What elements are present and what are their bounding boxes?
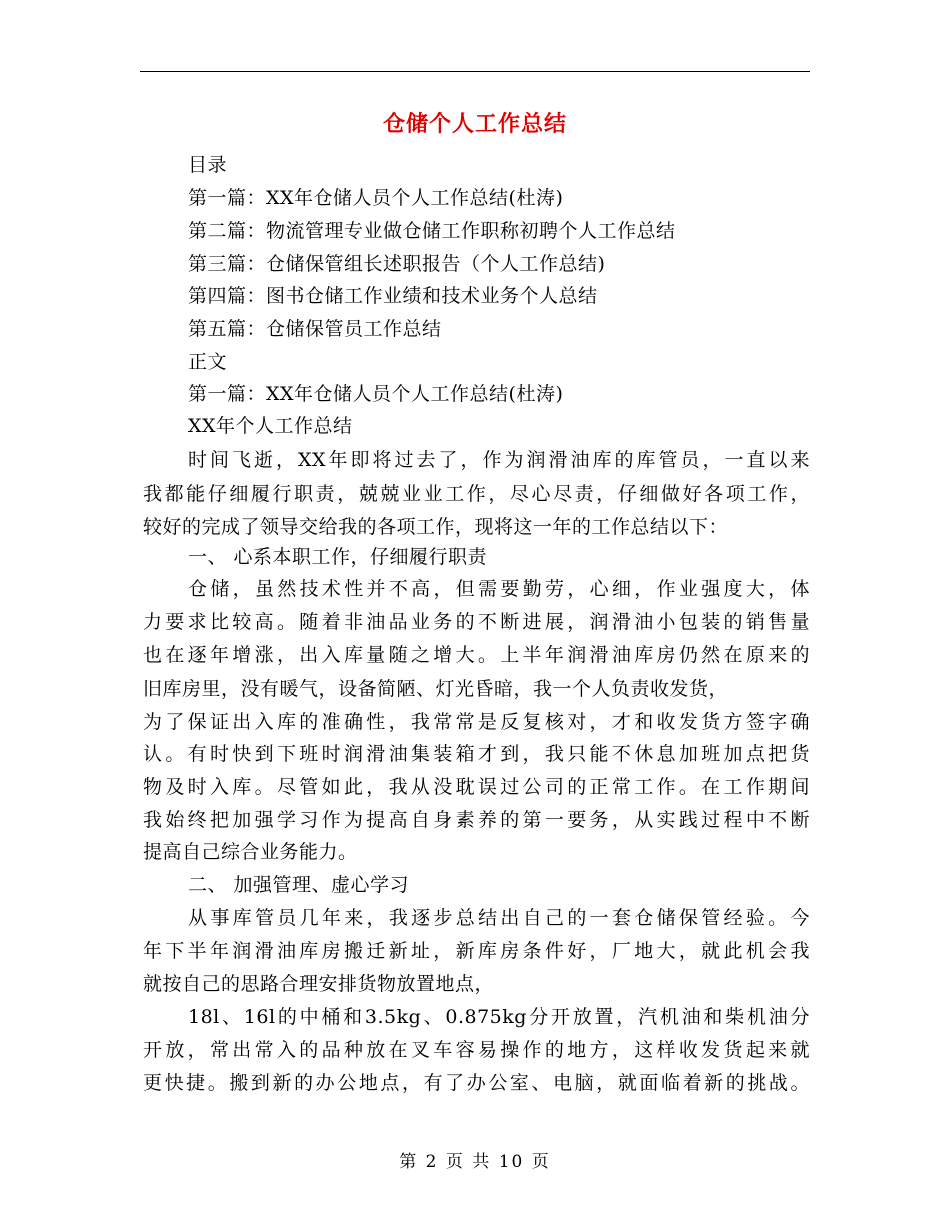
paragraph-line: 为了保证出入库的准确性，我常常是反复核对，才和收发货方签字确 [143,711,810,733]
paragraph-line: 也在逐年增涨，出入库量随之增大。上半年润滑油库房仍然在原来的 [143,644,810,666]
paragraph-line: 我都能仔细履行职责，兢兢业业工作，尽心尽责，仔细做好各项工作， [143,483,810,505]
toc-heading: 目录 [188,154,228,176]
paragraph-line: 认。有时快到下班时润滑油集装箱才到，我只能不休息加班加点把货 [143,743,810,765]
paragraph-line: 开放，常出常入的品种放在叉车容易操作的地方，这样收发货起来就 [143,1039,810,1061]
paragraph-line: 时间飞逝，XX年即将过去了，作为润滑油库的库管员，一直以来 [188,449,810,471]
header-rule [140,71,810,72]
section-heading: 二、 加强管理、虚心学习 [188,874,410,896]
toc-item: 第五篇：仓储保管员工作总结 [188,318,442,340]
toc-item: 第三篇：仓储保管组长述职报告（个人工作总结) [188,253,606,275]
paragraph-line: 更快捷。搬到新的办公地点，有了办公室、电脑，就面临着新的挑战。 [143,1072,810,1094]
page-number: 第 2 页 共 10 页 [399,1152,551,1172]
paragraph-line: 18l、16l的中桶和3.5kg、0.875kg分开放置，汽机油和柴机油分 [188,1006,810,1028]
paragraph-line: 就按自己的思路合理安排货物放置地点， [143,973,495,995]
section-heading: 一、 心系本职工作，仔细履行职责 [188,546,488,568]
toc-item: 第四篇：图书仓储工作业绩和技术业务个人总结 [188,285,598,307]
doc-subtitle: XX年个人工作总结 [188,415,353,437]
paragraph-line: 仓储，虽然技术性并不高，但需要勤劳，心细，作业强度大，体 [188,578,810,600]
paragraph-line: 我始终把加强学习作为提高自身素养的第一要务，从实践过程中不断 [143,809,810,831]
paragraph-line: 年下半年润滑油库房搬迁新址，新库房条件好，厂地大，就此机会我 [143,940,810,962]
toc-item: 第一篇：XX年仓储人员个人工作总结(杜涛) [188,187,564,209]
paragraph-line: 力要求比较高。随着非油品业务的不断进展，润滑油小包装的销售量 [143,611,810,633]
toc-item: 第二篇：物流管理专业做仓储工作职称初聘个人工作总结 [188,220,676,242]
paragraph-line: 旧库房里，没有暖气，设备简陋、灯光昏暗，我一个人负责收发货， [143,678,729,700]
paragraph-line: 较好的完成了领导交给我的各项工作，现将这一年的工作总结以下： [143,516,729,538]
paragraph-line: 物及时入库。尽管如此，我从没耽误过公司的正常工作。在工作期间 [143,776,810,798]
document-title: 仓储个人工作总结 [382,111,567,137]
paragraph-line: 提高自己综合业务能力。 [143,841,358,863]
body-heading: 正文 [188,351,228,373]
chapter-title: 第一篇：XX年仓储人员个人工作总结(杜涛) [188,383,564,405]
paragraph-line: 从事库管员几年来，我逐步总结出自己的一套仓储保管经验。今 [188,907,810,929]
